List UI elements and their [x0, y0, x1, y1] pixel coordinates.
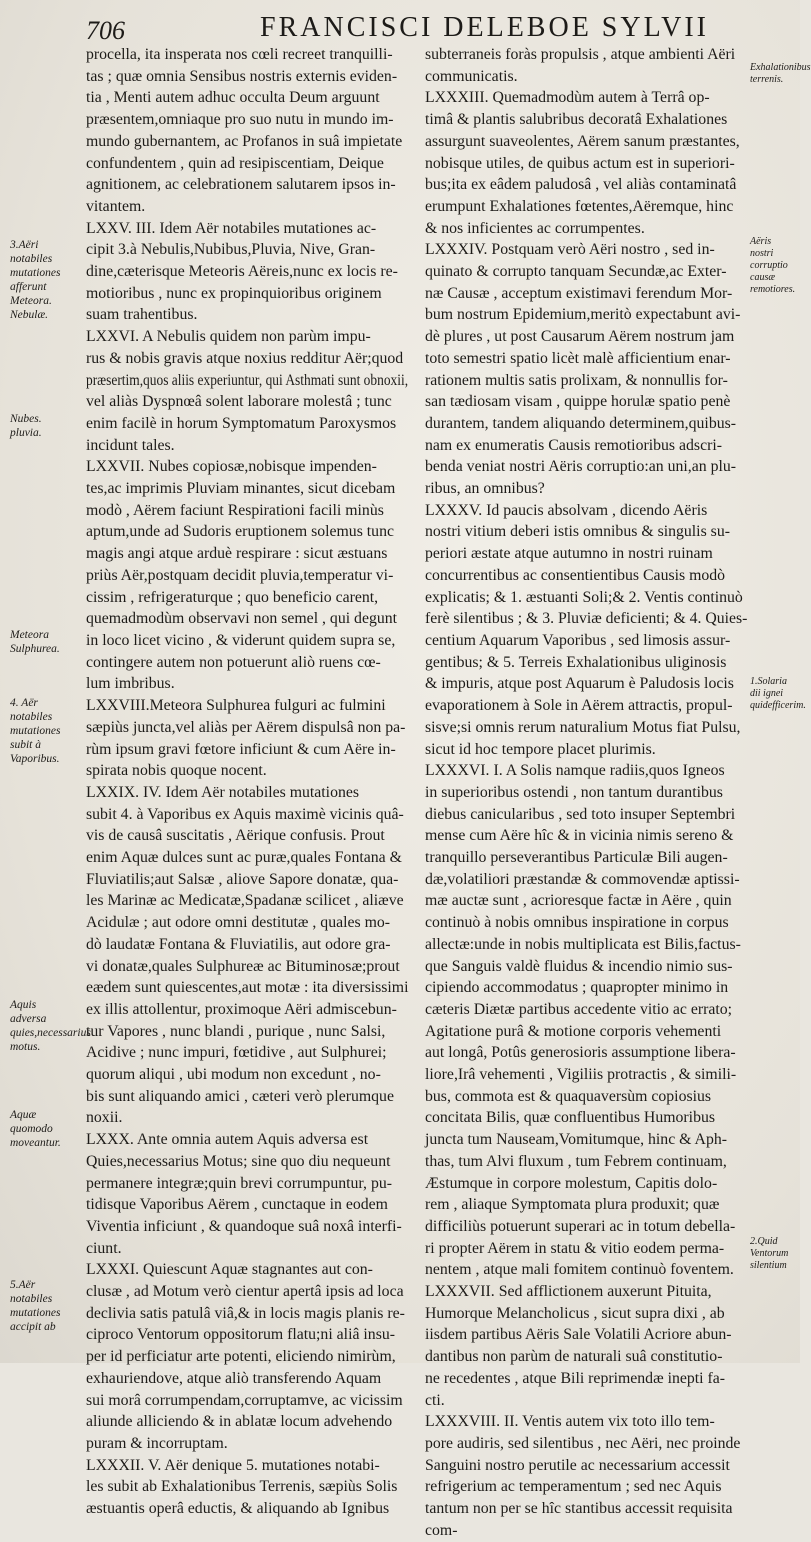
text-line: LXXXIII. Quemadmodùm autem à Terrâ op- [425, 89, 710, 107]
text-line: quorum aliqui , ubi modum non excedunt , no- [86, 1066, 381, 1084]
text-line: aptum,unde ad Sudoris eruptionem solemus tunc [86, 523, 394, 541]
text-line: ferè silentibus ; & 3. Pluviæ deficienti; & 4. Quies- [425, 610, 748, 628]
text-line: centium Aquarum Vaporibus , sed limosis assur- [425, 631, 731, 649]
text-line: LXXVII. Nubes copiosæ,nobisque impenden- [86, 458, 377, 476]
text-line: per id perficiatur arte potenti, eliciendo nimirùm, [86, 1348, 396, 1366]
text-line: mense cum Aëre hîc & in vicinia nimis sereno & [425, 827, 734, 845]
left-margin-note: 3.Aëri notabiles mutationes afferunt Meteora. Nebulæ. [10, 239, 61, 321]
text-line: tia , Menti autem adhuc occulta Deum arguunt [86, 89, 380, 107]
text-line: difficiliùs potuerunt superari ac in totum debella- [425, 1217, 736, 1235]
text-line: vi donatæ,quales Sulphureæ ac Bituminosæ;prout [86, 957, 400, 975]
text-line: nentem , atque mali fomitem continuò foventem. [425, 1261, 734, 1279]
text-line: allectæ:unde in nobis multiplicata est Bilis,factus- [425, 935, 741, 953]
left-margin-note: Aquis adversa quies,necessarius motus. [10, 999, 91, 1053]
text-line: LXXXV. Id paucis absolvam , dicendo Aëris [425, 501, 708, 519]
text-line: vis de causâ suscitatis , Aërique confusis. Prout [86, 827, 385, 845]
text-line: enim Aquæ dulces sunt ac puræ,quales Fontana & [86, 849, 402, 867]
text-line: permanere integræ;quin brevi corrumpuntur, pu- [86, 1174, 392, 1192]
text-line: mundo gubernantem, ac Profanos in suâ impietate [86, 132, 403, 150]
text-line: motioribus , nunc ex propinquioribus originem [86, 284, 382, 302]
text-line: dò laudatæ Fontana & Fluviatilis, aut odore gra- [86, 935, 391, 953]
text-line: Quies,necessarius Motus; sine quo diu nequeunt [86, 1152, 391, 1170]
text-line: bus;ita ex eâdem paludosâ , vel aliàs contaminatâ [425, 176, 737, 194]
text-line: bum nostrum Epidemium,meritò expectabunt avi- [425, 306, 741, 324]
text-line: modò , Aërem faciunt Respirationi facili minùs [86, 501, 384, 519]
text-line: ciproco Ventorum oppositorum flatu;ni aliâ insu- [86, 1326, 396, 1344]
text-line: nam ex enumeratis Causis remotioribus adscri- [425, 436, 722, 454]
text-line: ne recedentes , atque Bili reprimendæ inepti fa- [425, 1369, 726, 1387]
page-number: 706 [86, 16, 125, 45]
text-line: que Sanguis valdè fluidus & incendio nimio sus- [425, 957, 733, 975]
text-line: sui morâ corrumpendam,corruptamve, ac vicissim [86, 1391, 403, 1409]
text-line: tranquillo perseverantibus Particulæ Bili augen- [425, 849, 728, 867]
text-line: magis angi atque arduè respirare : sicut æstuans [86, 545, 388, 563]
text-line: san tædiosam visam , quippe horulæ spatio penè [425, 393, 731, 411]
left-margin-note: Aquæ quomodo moveantur. [10, 1109, 61, 1149]
text-line: ribus, an omnibus? [425, 480, 545, 498]
text-line: enim facilè in horum Symptomatum Paroxysmos [86, 414, 397, 432]
text-line: lum imbribus. [86, 675, 175, 693]
text-line: LXXXII. V. Aër denique 5. mutationes notabi- [86, 1456, 380, 1474]
text-line: aut longâ, Potûs generosioris assumptione libera- [425, 1044, 736, 1062]
text-line: liore,Irâ vehementi , Vigiliis protractis , & simili- [425, 1066, 737, 1084]
text-line: bis sunt aliquando amici , cæteri verò plerumque [86, 1087, 394, 1105]
text-line: erumpunt Exhalationes fœtentes,Aëremque, hinc [425, 197, 734, 215]
text-line: suam trahentibus. [86, 306, 198, 324]
running-head: FRANCISCI DELEBOE SYLVII [260, 12, 709, 43]
text-line: declivia satis patulâ viâ,& in locis magis planis re- [86, 1304, 405, 1322]
text-line: procella, ita insperata nos cœli recreet tranquilli- [86, 46, 393, 63]
text-line: LXXXVIII. II. Ventis autem vix toto illo tem- [425, 1413, 715, 1431]
text-line: concitata Bilis, quæ confluentibus Humoribus [425, 1109, 716, 1127]
text-line: concurrentibus ac consentientibus Causis modò [425, 566, 726, 584]
text-line: juncta tum Nauseam,Vomitumque, hinc & Aph- [425, 1131, 727, 1149]
text-line: nobisque utiles, de quibus actum est in superiori- [425, 154, 735, 172]
right-text-column [425, 44, 747, 1542]
text-line: LXXX. Ante omnia autem Aquis adversa est [86, 1131, 369, 1149]
text-line: continuò à nobis omnibus inspiratione in corpus [425, 914, 729, 932]
text-line: in loco licet vicino , & viderunt quidem supra se, [86, 631, 396, 649]
text-line: LXXVI. A Nebulis quidem non parùm impu- [86, 328, 371, 346]
text-line: iisdem partibus Aëris Sale Volatili Acriore abun- [425, 1326, 732, 1344]
text-line: assurgunt suaveolentes, Aërem sanum præstantes, [425, 132, 740, 150]
text-line: Agitatione purâ & motione corporis vehementi [425, 1022, 722, 1040]
text-line: eædem sunt quiescentes,aut motæ : ita diversissimi [86, 979, 409, 997]
text-line: agnitionem, ac celebrationem salutarem ipsos in- [86, 176, 396, 194]
text-line: Viventia inficiunt , & quandoque suâ noxâ interfi- [86, 1217, 402, 1235]
text-line: com- [425, 1521, 458, 1539]
right-margin-note: Exhalationibus terrenis. [750, 62, 811, 85]
text-line: sæpiùs juncta,vel aliàs per Aërem dispulsâ non pa- [86, 718, 406, 736]
text-line: les Marinæ ac Medicatæ,Spadanæ scilicet , aliæve [86, 892, 404, 910]
text-line: durantem, tandem aliquando determinem,quibus- [425, 414, 737, 432]
right-margin-note: Aëris nostri corruptio causæ remotiores. [750, 236, 796, 295]
text-line: LXXXIV. Postquam verò Aëri nostro , sed in- [425, 241, 715, 259]
text-line: sisve;si omnis rerum naturalium Motus fiat Pulsu, [425, 718, 741, 736]
text-line: cipiendo accommodatus ; quapropter minimo in [425, 979, 729, 997]
text-line: tas ; quæ omnia Sensibus nostris externis eviden- [86, 67, 398, 85]
text-line: tantum non per se hîc stantibus accessit requisita [425, 1500, 733, 1518]
text-line: næ Causæ , acceptum existimavi ferendum Mor- [425, 284, 733, 302]
text-line: cissim , refrigeraturque ; quo beneficio carent, [86, 588, 379, 606]
text-line: exhauriendove, atque aliò transferendo Aquam [86, 1369, 382, 1387]
text-line: nostri vitium deberi istis omnibus & singulis su- [425, 523, 730, 541]
text-line: confundentem , quin ad resipiscentiam, Deique [86, 154, 384, 172]
text-line: ciunt. [86, 1239, 122, 1257]
right-margin-note: 1.Solaria dii ignei quidefficerim. [750, 676, 806, 711]
text-line: Æstumque in corpore molestum, Capitis dolo- [425, 1174, 718, 1192]
left-margin-note: 5.Aër notabiles mutationes accipit ab [10, 1279, 61, 1333]
text-line: diebus canicularibus , sed toto insuper Septembri [425, 805, 736, 823]
text-line: quemadmodùm observavi non semel , qui degunt [86, 610, 398, 628]
text-line: Acidive ; nunc impuri, fœtidive , aut Sulphurei; [86, 1044, 387, 1062]
text-line: Acidulæ ; aut odore omni destitutæ , quales mo- [86, 914, 391, 932]
text-line: incidunt tales. [86, 436, 175, 454]
text-line: spirata nobis quoque nocent. [86, 762, 267, 780]
text-line: clusæ , ad Motum verò cientur apertâ ipsis ad loca [86, 1283, 404, 1301]
text-line: rus & nobis gravis atque noxius redditur Aër;quod [86, 349, 404, 367]
text-line: & nos inficientes ac corrumpentes. [425, 219, 645, 237]
text-line: subit 4. à Vaporibus ex Aquis maximè vicinis quâ- [86, 805, 404, 823]
text-line: timâ & plantis salubribus decoratâ Exhalationes [425, 111, 728, 129]
left-text-column [86, 44, 408, 1520]
text-line: evaporationem à Sole in Aërem attractis, propul- [425, 697, 733, 715]
text-line: noxii. [86, 1109, 123, 1127]
text-line: LXXIX. IV. Idem Aër notabiles mutationes [86, 783, 360, 801]
text-line: cæteris Diætæ partibus accedente vitio ac errato; [425, 1000, 733, 1018]
text-line: tidisque Vaporibus Aërem , cunctaque in eodem [86, 1196, 388, 1214]
text-line: tes,ac imprimis Pluviam minantes, sicut dicebam [86, 480, 396, 498]
text-line: thas, tum Alvi fluxum , tum Febrem continuam, [425, 1152, 727, 1170]
text-line: Sanguini nostro perutile ac necessarium accessit [425, 1456, 730, 1474]
text-line: & impuris, atque post Aquarum è Paludosis locis [425, 675, 734, 693]
text-line: gentibus; & 5. Terreis Exhalationibus uliginosis [425, 653, 727, 671]
text-line: aliunde alliciendo & in ablatæ locum advehendo [86, 1413, 393, 1431]
text-line: rùm ipsum gravi fœtore inficiunt & cum Aëre in- [86, 740, 396, 758]
text-line: ri propter Aërem in statu & vitio eodem perma- [425, 1239, 725, 1257]
text-line: præsertim,quos aliis experiuntur, qui Asthmati sunt obnoxii, [86, 371, 409, 389]
text-line: pore audiris, sed silentibus , nec Aëri, nec proinde [425, 1435, 741, 1452]
left-margin-note: Nubes. pluvia. [10, 413, 42, 439]
text-line: benda veniat nostri Aëris corruptio:an uni,an plu- [425, 458, 737, 476]
text-line: tur Vapores , nunc blandi , purique , nunc Salsi, [86, 1022, 386, 1040]
text-line: communicatis. [425, 67, 518, 85]
text-line: LXXXVII. Sed afflictionem auxerunt Pituita, [425, 1283, 712, 1301]
text-line: contingere autem non potuerunt aliò ruens cœ- [86, 653, 381, 671]
text-line: vitantem. [86, 197, 146, 215]
text-line: subterraneis foràs propulsis , atque ambienti Aëri [425, 46, 736, 63]
text-line: Fluviatilis;aut Salsæ , aliove Sapore donatæ, qua- [86, 870, 399, 888]
text-line: sicut id hoc tempore placet plurimis. [425, 740, 656, 758]
text-line: dantibus non parùm de naturali suâ constitutio- [425, 1348, 723, 1366]
text-line: LXXVIII.Meteora Sulphurea fulguri ac fulmini [86, 697, 386, 715]
text-line: in superioribus ostendi , non tantum durantibus [425, 783, 723, 801]
text-line: cipit 3.à Nebulis,Nubibus,Pluvia, Nive, Gran- [86, 241, 376, 259]
right-margin-note: 2.Quid Ventorum silentium [750, 1236, 789, 1271]
text-line: explicatis; & 1. æstuanti Soli;& 2. Ventis continuò [425, 588, 743, 606]
text-line: mæ auctæ sunt , acrioresque factæ in Aëre , quin [425, 892, 732, 910]
text-line: præsentem,omniaque pro suo nutu in mundo im- [86, 111, 394, 129]
text-line: Humorque Melancholicus , sicut supra dixi , ab [425, 1304, 725, 1322]
text-line: toto semestri spatio licèt malè afficientium enar- [425, 349, 731, 367]
text-line: cti. [425, 1391, 445, 1409]
text-line: dine,cæterisque Meteoris Aëreis,nunc ex locis re- [86, 263, 398, 281]
text-line: æstuantis operâ eductis, & aliquando ab Ignibus [86, 1500, 390, 1518]
text-line: LXXXI. Quiescunt Aquæ stagnantes aut con- [86, 1261, 373, 1279]
text-line: dæ,volatiliori præstandæ & commovendæ aptissi- [425, 870, 740, 888]
text-line: priùs Aër,postquam decidit pluvia,temperatur vi- [86, 566, 394, 584]
text-line: rationem multis satis prolixam, & nonnullis for- [425, 371, 728, 389]
text-line: vel aliàs Dyspnœâ solent laborare molestâ ; tunc [86, 393, 392, 411]
text-line: LXXXVI. I. A Solis namque radiis,quos Igneos [425, 762, 725, 780]
text-line: les subit ab Exhalationibus Terrenis, sæpiùs Solis [86, 1478, 398, 1496]
text-line: ex illis attollentur, proximoque Aëri admiscebun- [86, 1000, 397, 1018]
left-margin-note: Meteora Sulphurea. [10, 629, 60, 655]
text-line: puram & incorruptam. [86, 1435, 228, 1452]
left-margin-note: 4. Aër notabiles mutationes subit à Vaporibus. [10, 697, 61, 765]
text-line: dè plures , ut post Causarum Aërem nostrum jam [425, 328, 735, 346]
text-line: rem , aliaque Symptomata plura produxit; quæ [425, 1196, 720, 1214]
text-line: quinato & corrupto tanquam Secundæ,ac Exter- [425, 263, 727, 281]
text-line: periori æstate atque autumno in nostri ruinam [425, 545, 713, 563]
text-line: LXXV. III. Idem Aër notabiles mutationes ac- [86, 219, 377, 237]
text-line: refrigerium ac temperamentum ; sed nec Aquis [425, 1478, 722, 1496]
text-line: bus, commota est & quaquaversùm copiosius [425, 1087, 712, 1105]
